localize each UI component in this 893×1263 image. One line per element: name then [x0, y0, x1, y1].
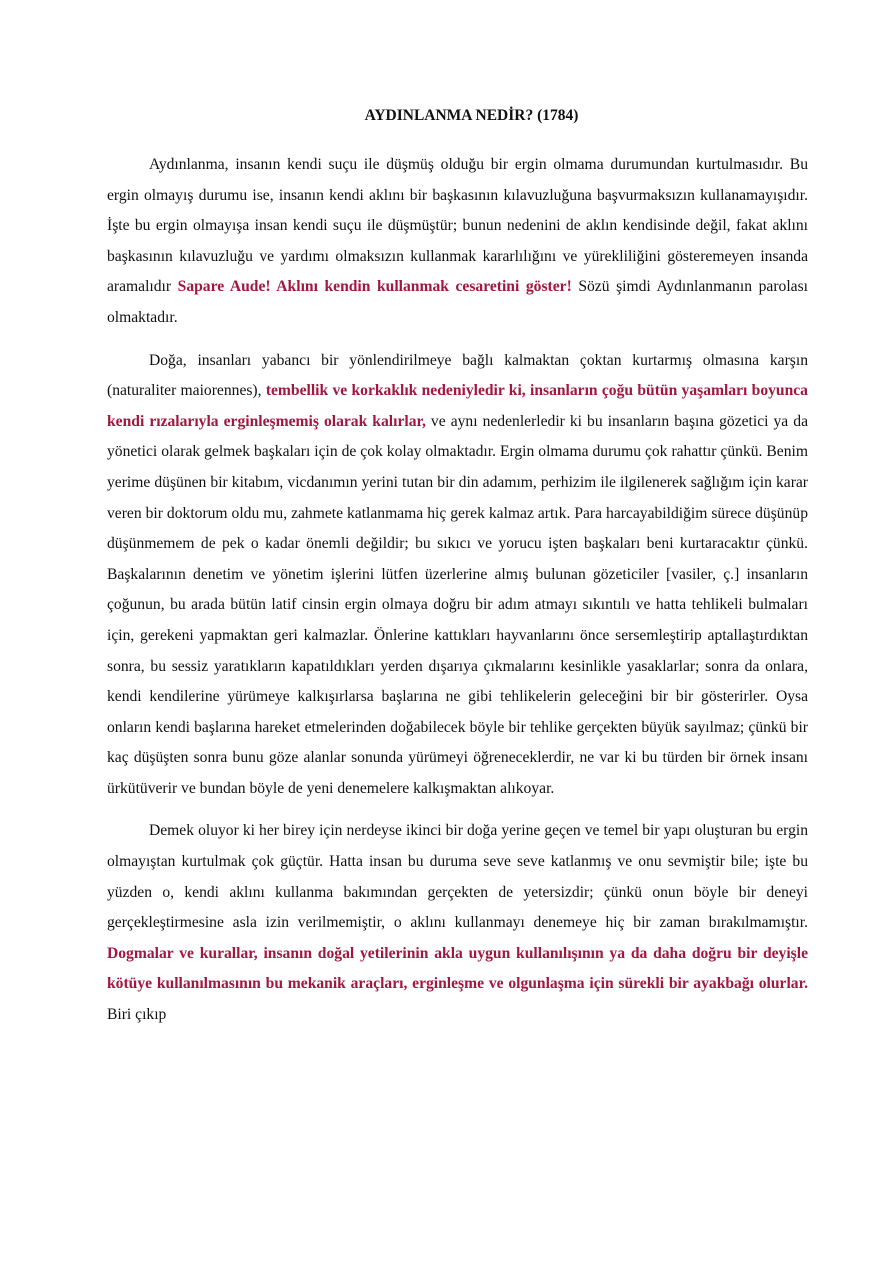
paragraph-2-highlight: tembellik ve korkaklık nedeniyledir ki, insanların çoğu bütün yaşamları boyunca kendi rızalarıyla erginleşmemiş olarak kalırlar,: [107, 382, 808, 430]
paragraph-3-text: Demek oluyor ki her birey için nerdeyse ikinci bir doğa yerine geçen ve temel bir yapı oluşturan bu ergin olmayıştan kurtulmak çok güçtür. Hatta insan bu duruma seve seve katlanmış ve onu sevmiştir bile; işte bu yüzden o, kendi aklını kullanma bakımından gerçekten de yetersizdir; çünkü onun böyle bir deneyi gerçekleştirmesine asla izin verilmemiştir, o aklını kullanmayı denemeye hiç bir zaman bırakılmamıştır.: [107, 822, 808, 932]
paragraph-2-text: Doğa, insanları yabancı bir yönlendirilmeye bağlı kalmaktan çoktan kurtarmış olmasına karşın (naturaliter maiorennes),: [107, 351, 808, 400]
paragraph-1-text-end: Sözü şimdi Aydınlanmanın parolası olmaktadır.: [107, 278, 808, 326]
paragraph-1-text: Aydınlanma, insanın kendi suçu ile düşmüş olduğu bir ergin olmama durumundan kurtulmasıdır. Bu ergin olmayış durumu ise, insanın kendi aklını bir başkasının kılavuzluğuna başvurmaksızın kullanamayışıdır. İşte bu ergin olmayışa insan kendi suçu ile düşmüştür; bunun nedenini de aklın kendisinde değil, fakat aklını başkasının kılavuzluğu ve yardımı olmaksızın kullanmak kararlılığını ve yürekliliğini gösteremeyen insanda aramalıdır: [107, 156, 808, 296]
document-title: AYDINLANMA NEDİR? (1784): [364, 107, 579, 124]
paragraph-3: [107, 816, 808, 1030]
paragraph-3-highlight: Dogmalar ve kurallar, insanın doğal yetilerinin akla uygun kullanılışının ya da daha doğru bir deyişle kötüye kullanılmasının bu mekanik araçları, erginleşme ve olgunlaşma için sürekli bir ayakbağı olurlar.: [107, 944, 808, 993]
paragraph-2-text-end: ve aynı nedenlerledir ki bu insanların başına gözetici ya da yönetici olarak gelmek başkaları için de çok kolay olmaktadır. Ergin olmama durumu çok rahattır çünkü. Benim yerime düşünen bir kitabım, vicdanımın yerini tutan bir din adamım, perhizim ile ilgilenerek sağlığım için karar veren bir doktorum oldu mu, zahmete katlanmama hiç gerek kalmaz artık. Para harcayabildiğim sürece düşünüp düşünmemem de pek o kadar önemli değildir; bu sıkıcı ve yorucu işten başkaları beni kurtaracaktır çünkü. Başkalarının denetim ve yönetim işlerini lütfen üzerlerine almış bulunan gözeticiler [vasiler, ç.] insanların çoğunun, bu arada bütün latif cinsin ergin olmaya doğru bir adım atmayı sıkıntılı ve hatta tehlikeli bulmaları için, gerekeni yapmaktan geri kalmazlar. Önlerine kattıkları hayvanlarını önce sersemleştirip aptallaştırdıktan sonra, bu sessiz yaratıkların kapatıldıkları yerden dışarıya çıkmalarını kesinlikle yasaklarlar; sonra da onlara, kendi kendilerine yürümeye kalkışırlarsa başlarına ne gibi tehlikelerin geleceğini bir bir gösterirler. Oysa onların kendi başlarına hareket etmelerinden doğabilecek böyle bir tehlike gerçekten büyük sayılmaz; çünkü bir kaç düşüşten sonra bunu göze alanlar sonunda yürümeyi öğreneceklerdir, ne var ki bu türden bir örnek insanı ürkütüverir ve bundan böyle de yeni denemelere kalkışmaktan alıkoyar.: [107, 412, 808, 797]
paragraph-3-text-end: Biri çıkıp: [107, 1006, 167, 1024]
paragraph-2: [107, 346, 808, 805]
paragraph-1-highlight: Sapare Aude! Aklını kendin kullanmak cesaretini göster!: [177, 278, 572, 296]
paragraph-1: [107, 150, 808, 334]
